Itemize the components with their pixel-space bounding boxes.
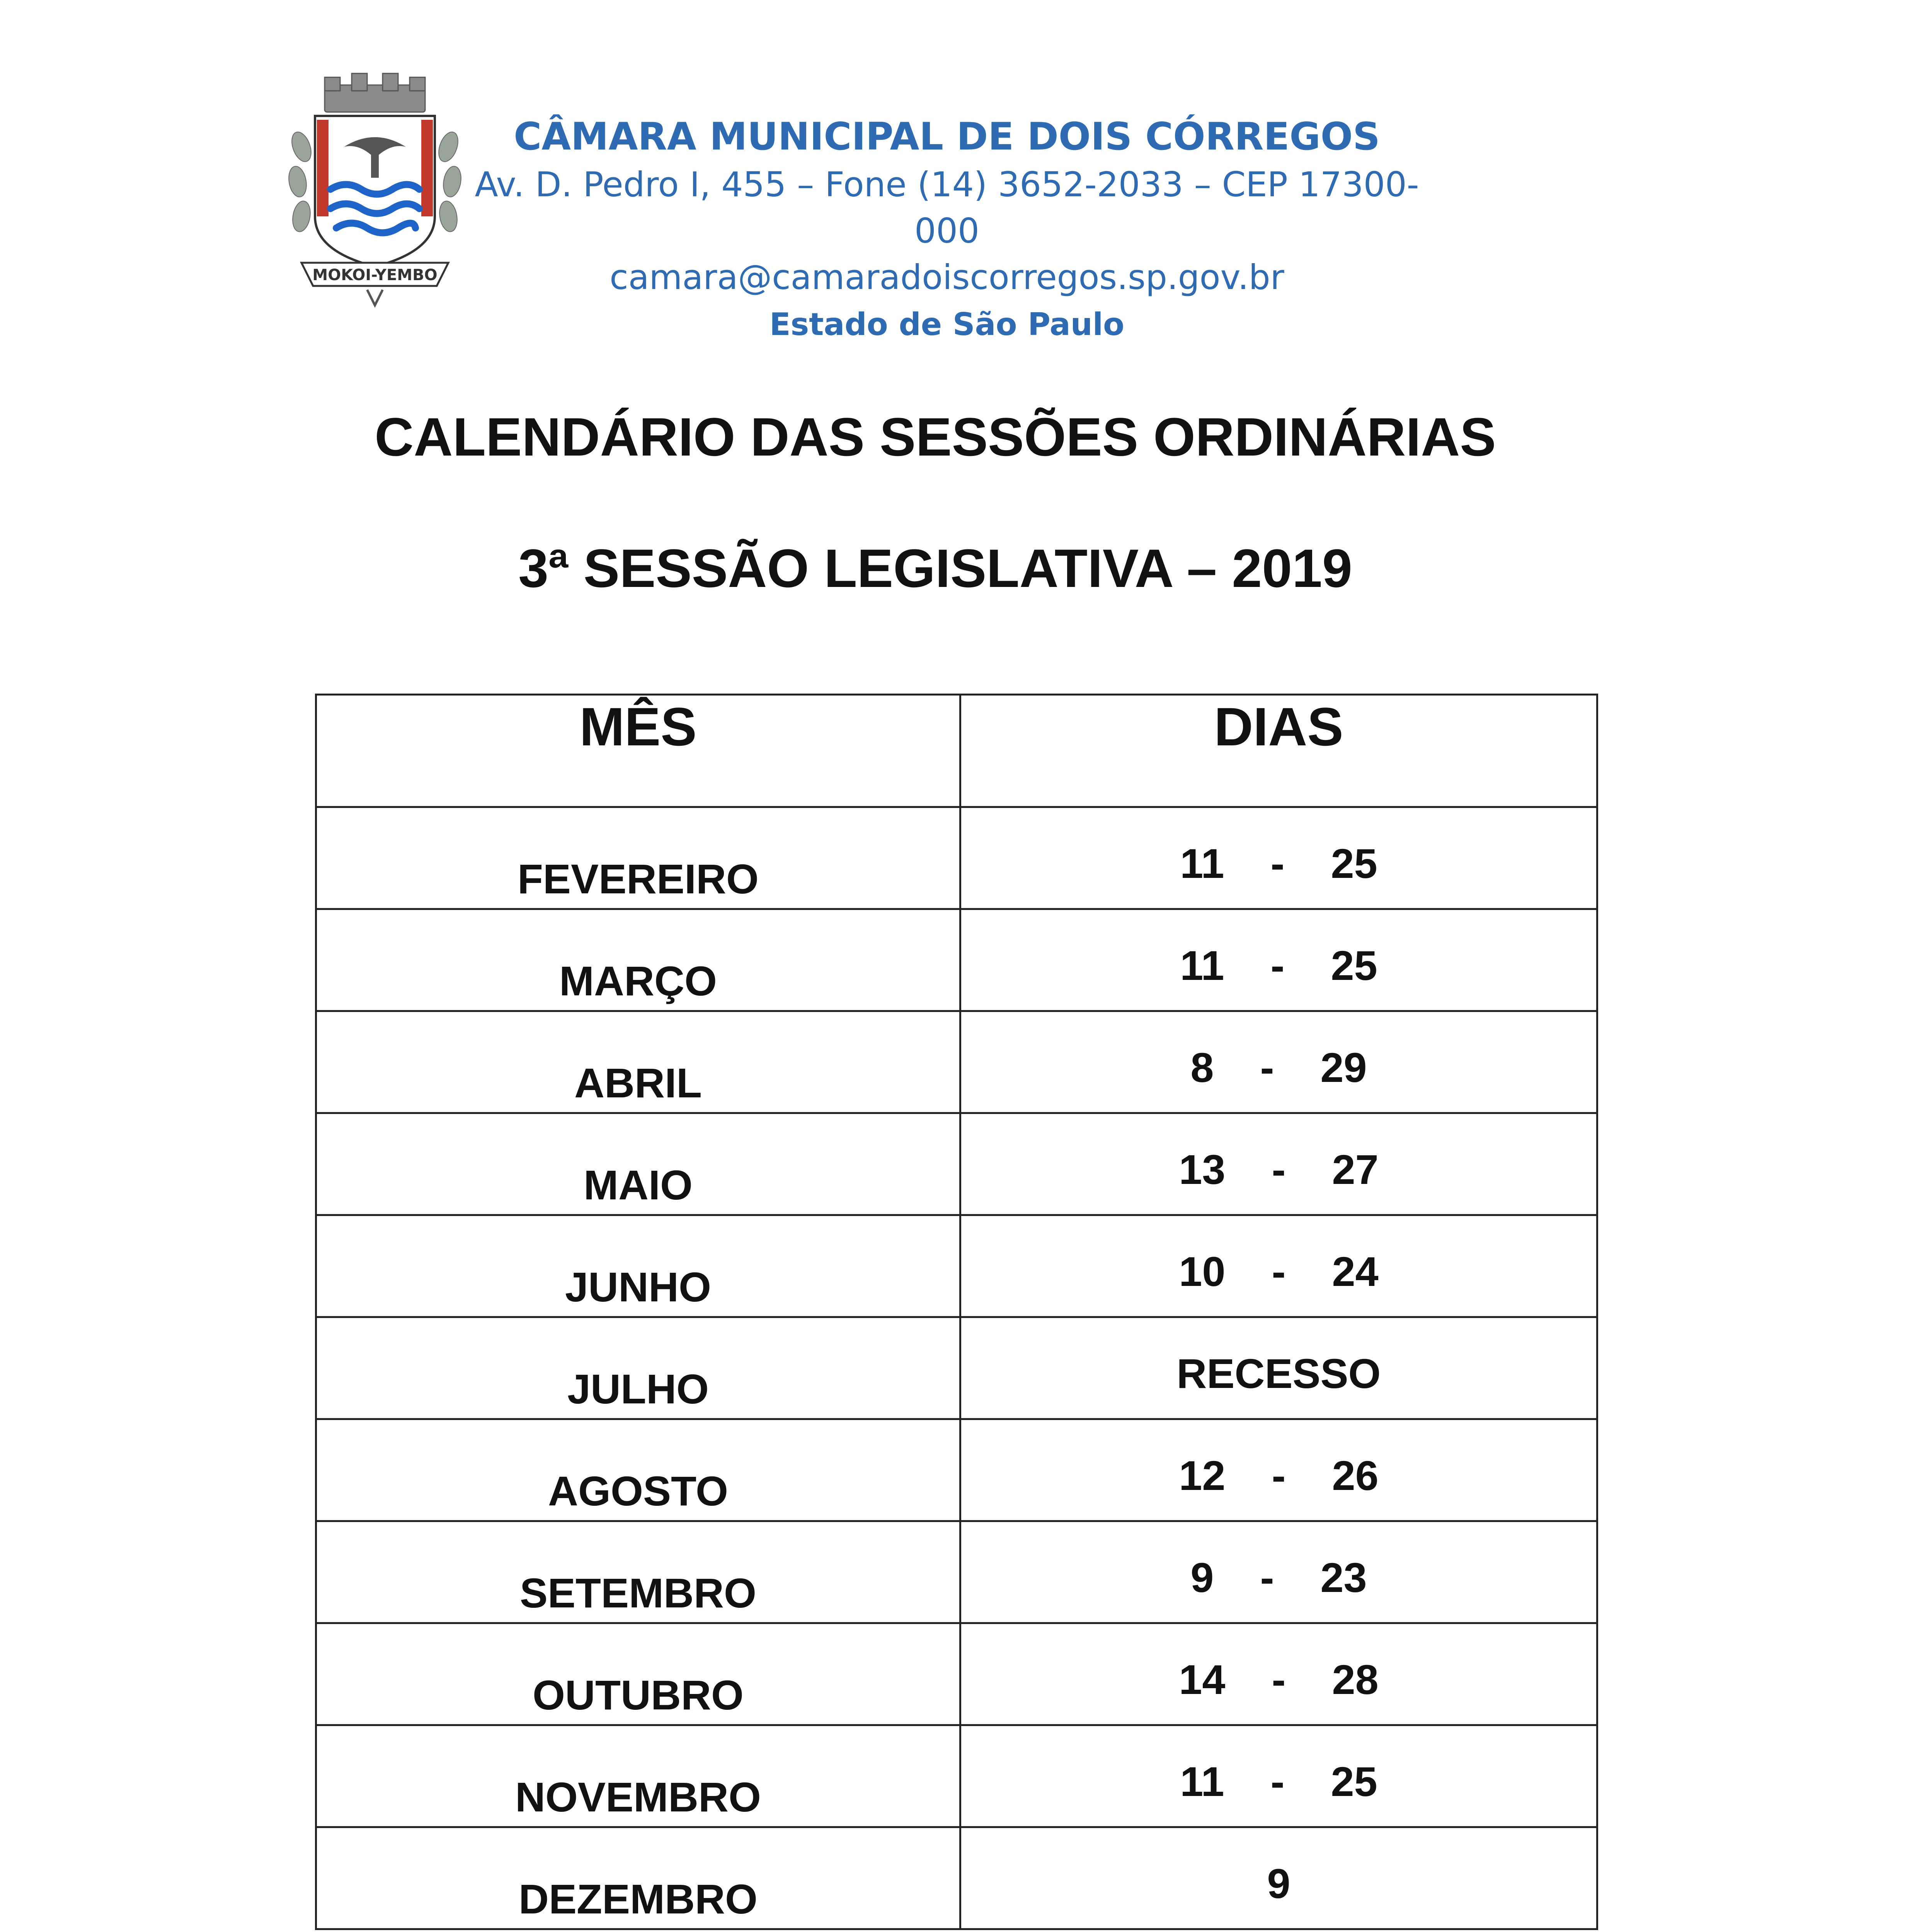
month-cell bbox=[316, 807, 960, 909]
month-cell bbox=[316, 1725, 960, 1827]
crest-motto: MOKOI-YEMBO bbox=[312, 266, 438, 284]
table-header-row bbox=[316, 695, 1597, 807]
table-row bbox=[316, 1419, 1597, 1521]
days-cell bbox=[960, 1827, 1597, 1929]
month-cell bbox=[316, 1419, 960, 1521]
days-cell bbox=[960, 807, 1597, 909]
table-row bbox=[316, 1317, 1597, 1419]
table-row bbox=[316, 807, 1597, 909]
organization-name: CÂMARA MUNICIPAL DE DOIS CÓRREGOS bbox=[514, 115, 1380, 159]
month-cell bbox=[316, 909, 960, 1011]
days-cell bbox=[960, 1725, 1597, 1827]
month-text: NOVEMBRO bbox=[515, 1774, 761, 1820]
days-text: 10 - 24 bbox=[1179, 1248, 1379, 1295]
table-row bbox=[316, 1113, 1597, 1215]
month-text: MARÇO bbox=[559, 957, 717, 1004]
table-row bbox=[316, 1521, 1597, 1623]
month-text: MAIO bbox=[584, 1162, 693, 1208]
days-cell bbox=[960, 1011, 1597, 1113]
document-subtitle: 3ª SESSÃO LEGISLATIVA – 2019 bbox=[518, 538, 1352, 599]
month-text: ABRIL bbox=[574, 1060, 702, 1106]
table-row bbox=[316, 1623, 1597, 1725]
month-cell bbox=[316, 1113, 960, 1215]
month-text: OUTUBRO bbox=[533, 1672, 744, 1718]
days-text: 13 - 27 bbox=[1179, 1146, 1379, 1193]
month-text: JULHO bbox=[567, 1366, 709, 1412]
address-line: Av. D. Pedro I, 455 – Fone (14) 3652-2033 – CEP 17300-000 bbox=[475, 165, 1419, 251]
month-text: DEZEMBRO bbox=[519, 1876, 758, 1922]
month-text: JUNHO bbox=[565, 1264, 712, 1310]
days-cell bbox=[960, 1317, 1597, 1419]
days-text: 11 - 25 bbox=[1180, 840, 1377, 887]
days-cell bbox=[960, 909, 1597, 1011]
month-cell bbox=[316, 1521, 960, 1623]
days-text: 14 - 28 bbox=[1179, 1656, 1379, 1703]
days-cell bbox=[960, 1113, 1597, 1215]
month-text: FEVEREIRO bbox=[517, 855, 759, 902]
days-text: RECESSO bbox=[1176, 1350, 1381, 1397]
days-column-header: DIAS bbox=[960, 695, 1597, 807]
days-text: 11 - 25 bbox=[1180, 942, 1377, 989]
table-row bbox=[316, 1725, 1597, 1827]
session-calendar-table bbox=[315, 694, 1598, 1930]
month-cell bbox=[316, 1215, 960, 1317]
table-row bbox=[316, 1827, 1597, 1929]
month-cell bbox=[316, 1827, 960, 1929]
month-column-header: MÊS bbox=[316, 695, 960, 807]
state-line: Estado de São Paulo bbox=[769, 306, 1125, 342]
email-line: camara@camaradoiscorregos.sp.gov.br bbox=[609, 257, 1284, 297]
municipal-crest-logo bbox=[278, 70, 472, 309]
days-text: 8 - 29 bbox=[1190, 1044, 1367, 1091]
letterhead bbox=[464, 112, 1430, 349]
table-row bbox=[316, 909, 1597, 1011]
days-text: 11 - 25 bbox=[1180, 1758, 1377, 1805]
days-cell bbox=[960, 1623, 1597, 1725]
month-text: AGOSTO bbox=[548, 1468, 729, 1514]
days-cell bbox=[960, 1419, 1597, 1521]
document-title: CALENDÁRIO DAS SESSÕES ORDINÁRIAS bbox=[375, 406, 1496, 467]
table-row bbox=[316, 1011, 1597, 1113]
month-cell bbox=[316, 1623, 960, 1725]
month-text: SETEMBRO bbox=[519, 1570, 757, 1616]
days-text: 9 bbox=[1267, 1860, 1290, 1907]
days-cell bbox=[960, 1521, 1597, 1623]
month-cell bbox=[316, 1317, 960, 1419]
table-row bbox=[316, 1215, 1597, 1317]
days-text: 9 - 23 bbox=[1190, 1554, 1367, 1601]
days-cell bbox=[960, 1215, 1597, 1317]
days-text: 12 - 26 bbox=[1179, 1452, 1379, 1499]
month-cell bbox=[316, 1011, 960, 1113]
